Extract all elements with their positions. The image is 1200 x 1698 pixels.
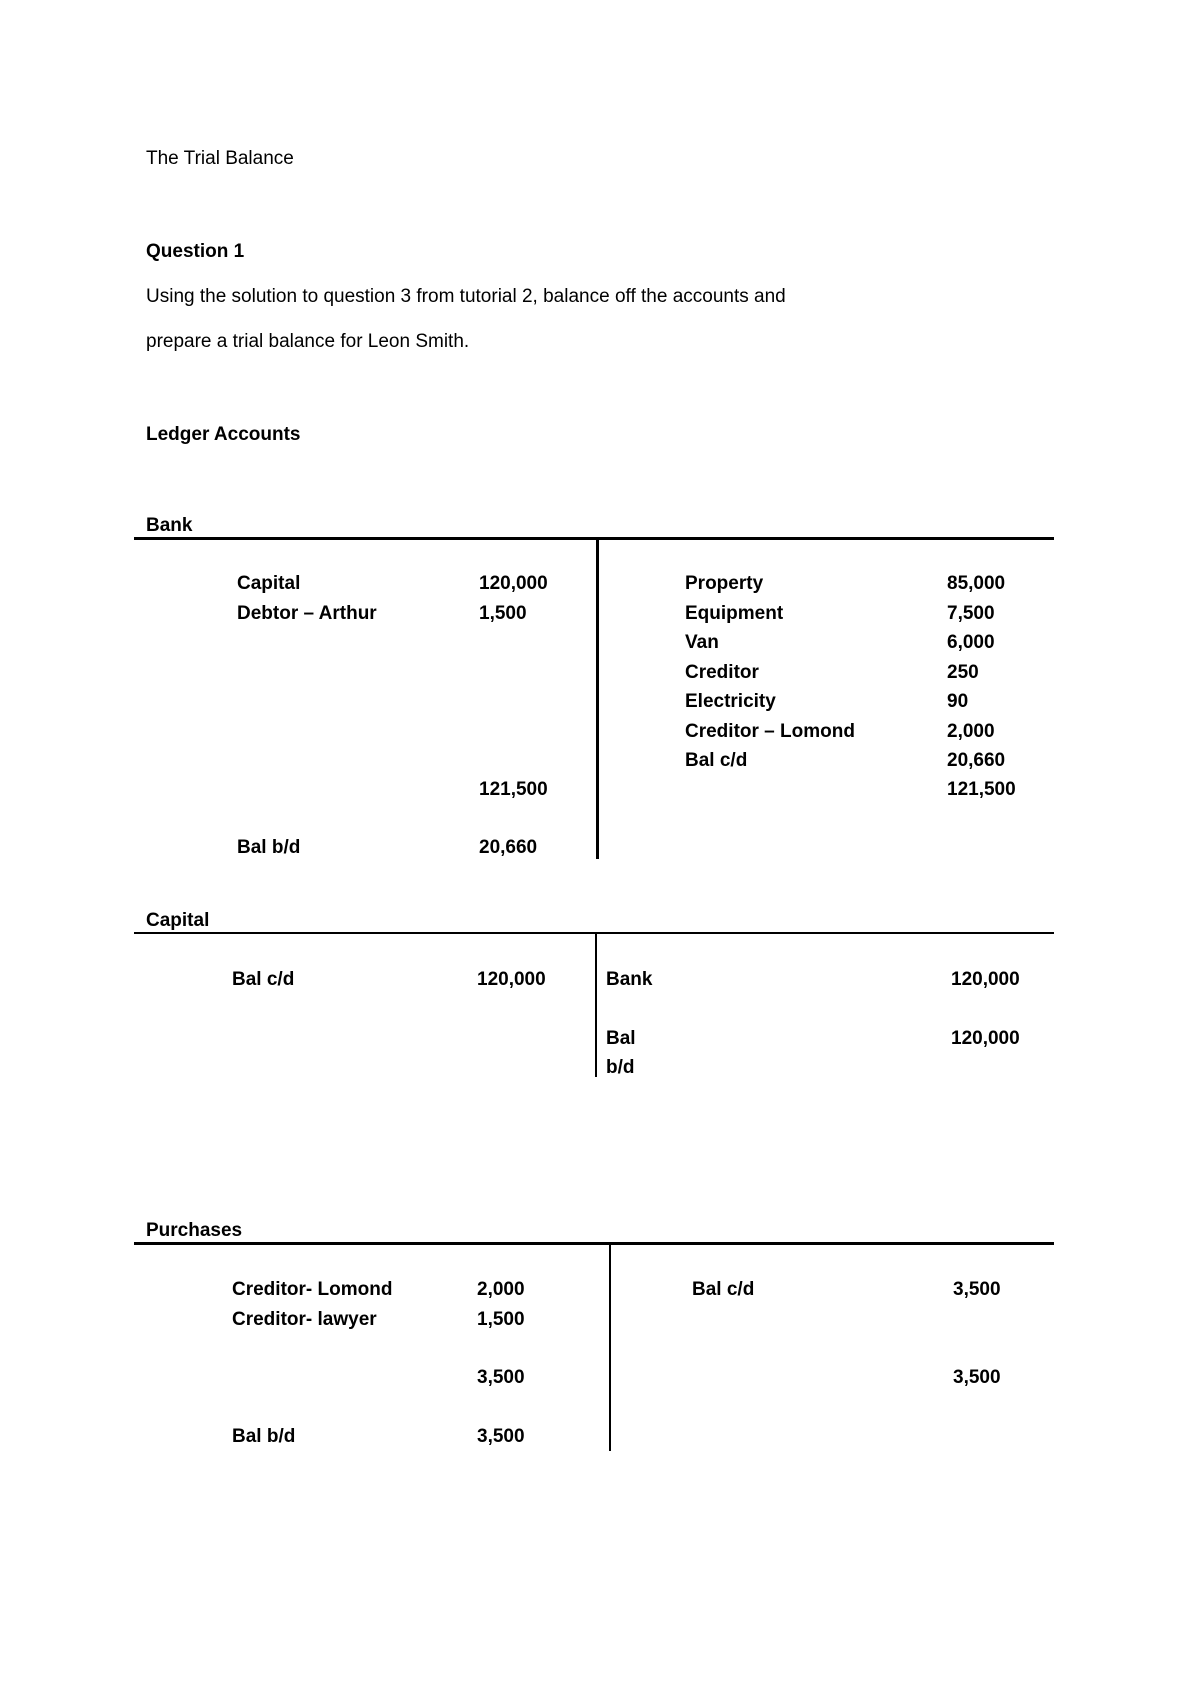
bank-credit-label: Creditor – Lomond — [685, 720, 855, 742]
bank-debit-label: Debtor – Arthur — [237, 602, 377, 624]
question-text-line-2: prepare a trial balance for Leon Smith. — [146, 331, 470, 352]
purchases-bal-bd-label: Bal b/d — [232, 1426, 296, 1447]
purchases-center-divider — [609, 1244, 611, 1451]
bank-credit-amount: 90 — [947, 691, 969, 712]
document-title: The Trial Balance — [146, 148, 294, 169]
bank-bal-bd-label: Bal b/d — [237, 837, 301, 858]
capital-bal-bd-label: Bal — [606, 1028, 636, 1049]
capital-credit-label: Bank — [606, 969, 653, 990]
capital-top-rule — [134, 932, 1054, 934]
bank-credit-amount: 85,000 — [947, 573, 1006, 594]
bank-debit-total: 121,500 — [479, 779, 548, 800]
capital-account-title: Capital — [146, 910, 210, 931]
bank-credit-amount: 7,500 — [947, 602, 995, 624]
bank-center-divider — [596, 539, 599, 859]
purchases-bal-cd-label: Bal c/d — [692, 1279, 755, 1300]
bank-credit-label: Van — [685, 632, 719, 653]
purchases-debit-label: Creditor- Lomond — [232, 1279, 393, 1300]
bank-account-title: Bank — [146, 515, 193, 536]
purchases-credit-total: 3,500 — [953, 1367, 1001, 1388]
bank-debit-amount: 1,500 — [479, 602, 527, 624]
bank-credit-amounts — [947, 573, 1005, 780]
purchases-bal-cd-amount: 3,500 — [953, 1279, 1001, 1300]
purchases-debit-amount: 1,500 — [477, 1308, 525, 1330]
purchases-bal-bd-amount: 3,500 — [477, 1426, 525, 1447]
capital-credit-amount: 120,000 — [951, 969, 1020, 990]
bank-credit-amount: 250 — [947, 661, 979, 683]
bank-debit-label: Capital — [237, 573, 301, 594]
question-heading: Question 1 — [146, 241, 245, 262]
bank-debit-amounts — [479, 573, 548, 632]
section-heading: Ledger Accounts — [146, 424, 301, 445]
capital-bal-cd-amount: 120,000 — [477, 969, 546, 990]
bank-credit-label: Equipment — [685, 602, 784, 624]
bank-debit-labels — [237, 573, 377, 632]
capital-bal-bd-amount: 120,000 — [951, 1028, 1020, 1049]
bank-credit-labels — [685, 573, 855, 780]
purchases-debit-labels — [232, 1279, 392, 1338]
purchases-account-title: Purchases — [146, 1220, 243, 1241]
bank-credit-amount: 6,000 — [947, 632, 995, 653]
bank-credit-total: 121,500 — [947, 779, 1016, 800]
purchases-debit-amounts — [477, 1279, 525, 1338]
purchases-debit-label: Creditor- lawyer — [232, 1308, 377, 1330]
purchases-top-rule — [134, 1242, 1054, 1245]
bank-bal-bd-amount: 20,660 — [479, 837, 538, 858]
capital-bal-bd-label-continued: b/d — [606, 1057, 635, 1078]
bank-credit-label: Creditor — [685, 661, 759, 683]
purchases-debit-total: 3,500 — [477, 1367, 525, 1388]
bank-debit-amount: 120,000 — [479, 573, 548, 594]
bank-credit-label: Electricity — [685, 691, 776, 712]
bank-credit-amount: 2,000 — [947, 720, 995, 742]
bank-top-rule — [134, 537, 1054, 540]
bank-credit-label: Bal c/d — [685, 750, 748, 771]
bank-credit-amount: 20,660 — [947, 750, 1006, 771]
capital-bal-cd-label: Bal c/d — [232, 969, 295, 990]
capital-center-divider — [595, 933, 597, 1077]
bank-credit-label: Property — [685, 573, 764, 594]
question-text-line-1: Using the solution to question 3 from tutorial 2, balance off the accounts and — [146, 286, 786, 307]
purchases-debit-amount: 2,000 — [477, 1279, 525, 1300]
